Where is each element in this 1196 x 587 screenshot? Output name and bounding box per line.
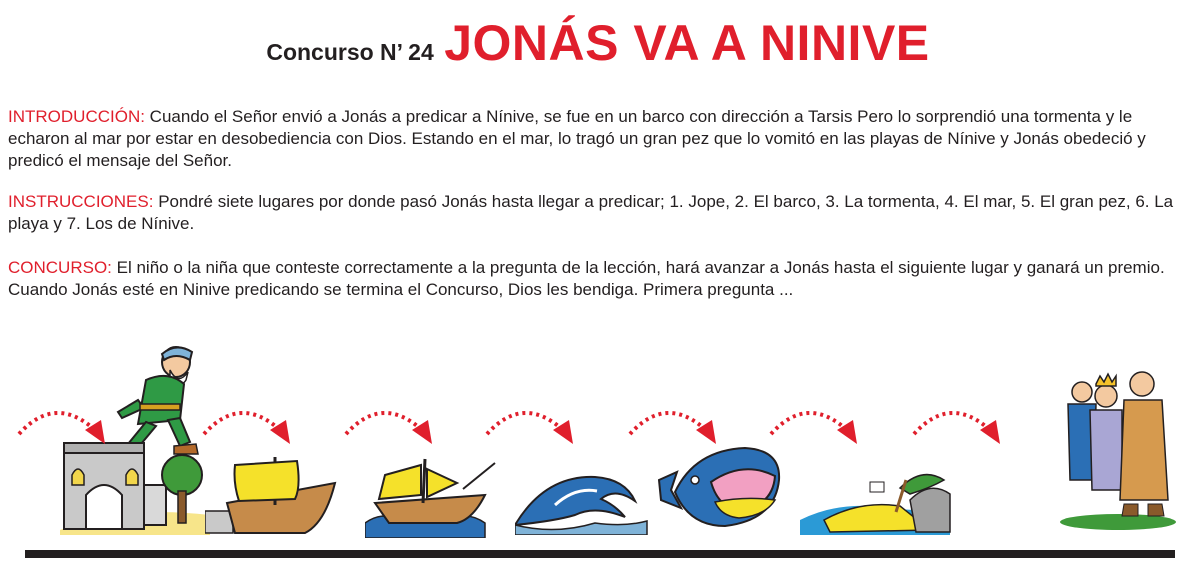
bottom-divider xyxy=(25,550,1175,558)
ninevites-men-icon xyxy=(1058,370,1178,530)
sea-wave-icon xyxy=(515,465,650,535)
sailboat-icon xyxy=(205,453,345,538)
storm-boat-icon xyxy=(365,453,500,538)
instructions-paragraph xyxy=(8,191,1178,235)
dotted-arrow-icon xyxy=(483,400,578,450)
dotted-arrow-icon xyxy=(200,400,295,450)
journey-strip xyxy=(0,335,1196,545)
dotted-arrow-icon xyxy=(910,400,1005,450)
contest-paragraph xyxy=(8,257,1178,301)
dotted-arrow-icon xyxy=(342,400,437,450)
beach-island-icon xyxy=(800,460,952,535)
introduction-label: INTRODUCCIÓN: xyxy=(8,107,145,126)
great-fish-icon xyxy=(655,440,785,535)
dotted-arrow-icon xyxy=(626,400,721,450)
contest-label: CONCURSO: xyxy=(8,258,112,277)
instructions-text: Pondré siete lugares por donde pasó Jonás hasta llegar a predicar; 1. Jope, 2. El barco, 3. La tormenta, 4. El mar, 5. El gran pez, 6. La playa y 7. Los de Nínive. xyxy=(8,192,1174,233)
dotted-arrow-icon xyxy=(15,400,110,450)
city-gate-jope-icon xyxy=(60,435,210,535)
instructions-label: INSTRUCCIONES: xyxy=(8,192,154,211)
contest-title: JONÁS VA A NINIVE xyxy=(444,15,930,71)
introduction-paragraph xyxy=(8,106,1178,172)
contest-text: El niño o la niña que conteste correctamente a la pregunta de la lección, hará avanzar a Jonás hasta el siguiente lugar y ganará un premio. Cuando Jonás esté en Ninive predicando se termina el Concurso, Dios les bendiga. Primera pregunta ... xyxy=(8,258,1165,299)
introduction-text: Cuando el Señor envió a Jonás a predicar a Nínive, se fue en un barco con dirección a Tarsis Pero lo sorprendió una tormenta y le echaron al mar por estar en desobediencia con Dios. Estando en el mar, lo tragó un gran pez que lo vomitó en las playas de Nínive y Jonás obedeció y predicó el mensaje del Señor. xyxy=(8,107,1146,170)
contest-number: Concurso N’ 24 xyxy=(266,39,434,65)
dotted-arrow-icon xyxy=(767,400,862,450)
page-title xyxy=(0,14,1196,72)
